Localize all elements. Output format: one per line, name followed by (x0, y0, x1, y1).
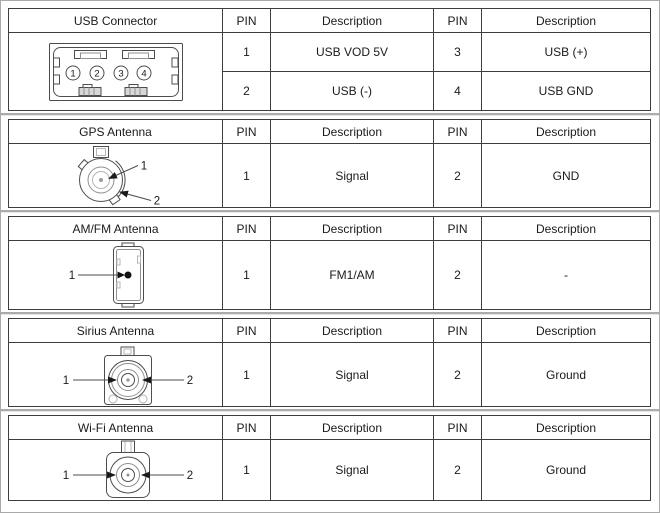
description-cell: USB (-) (271, 72, 434, 111)
section-separator (1, 210, 659, 213)
description-cell: USB VOD 5V (271, 33, 434, 72)
table-header-row (9, 217, 651, 241)
pin-cell: 1 (223, 241, 271, 310)
description-header: Description (271, 217, 434, 241)
table-row (9, 33, 651, 72)
connector-title: Sirius Antenna (9, 319, 223, 343)
callout-label-1: 1 (62, 470, 69, 482)
connector-title: USB Connector (9, 9, 223, 33)
pin-header: PIN (223, 416, 271, 440)
callout-label-2: 2 (186, 374, 193, 387)
callout-label-2: 2 (186, 470, 193, 482)
description-cell: USB GND (482, 72, 651, 111)
sirius-antenna-table (8, 318, 651, 407)
pin-header: PIN (434, 217, 482, 241)
description-cell: Ground (482, 440, 651, 501)
gps-antenna-diagram (41, 145, 191, 206)
pin-header: PIN (223, 9, 271, 33)
wifi-antenna-diagram (36, 440, 196, 500)
pin-cell: 2 (434, 144, 482, 208)
pin-cell: 1 (223, 144, 271, 208)
sirius-antenna-diagram-cell (9, 343, 223, 407)
gps-antenna-diagram-cell (9, 144, 223, 208)
amfm-antenna-diagram (41, 242, 191, 308)
description-header: Description (271, 9, 434, 33)
callout-label-2: 2 (153, 195, 160, 206)
pin-cell: 4 (434, 72, 482, 111)
pin-header: PIN (223, 120, 271, 144)
description-cell: Ground (482, 343, 651, 407)
usb-pin-4-label: 4 (140, 67, 147, 79)
callout-label-1: 1 (62, 374, 69, 387)
section-separator (1, 113, 659, 116)
usb-connector-diagram (49, 43, 183, 101)
description-header: Description (482, 217, 651, 241)
description-cell: Signal (271, 144, 434, 208)
connector-title: GPS Antenna (9, 120, 223, 144)
pin-header: PIN (223, 319, 271, 343)
description-header: Description (482, 9, 651, 33)
pin-cell: 2 (434, 343, 482, 407)
pin-header: PIN (434, 416, 482, 440)
pin-header: PIN (434, 319, 482, 343)
description-header: Description (482, 319, 651, 343)
pin-cell: 1 (223, 343, 271, 407)
usb-connector-diagram-cell (9, 33, 223, 111)
amfm-antenna-table (8, 216, 651, 310)
description-header: Description (482, 416, 651, 440)
pin-cell: 3 (434, 33, 482, 72)
pin-header: PIN (223, 217, 271, 241)
pin-cell: 1 (223, 33, 271, 72)
section-separator (1, 409, 659, 412)
pin-header: PIN (434, 120, 482, 144)
description-cell: Signal (271, 343, 434, 407)
description-header: Description (271, 319, 434, 343)
description-cell: GND (482, 144, 651, 208)
table-header-row (9, 319, 651, 343)
table-row (9, 343, 651, 407)
table-header-row (9, 9, 651, 33)
pin-cell: 1 (223, 440, 271, 501)
wifi-antenna-diagram-cell (9, 440, 223, 501)
description-cell: USB (+) (482, 33, 651, 72)
description-cell: - (482, 241, 651, 310)
table-row (9, 144, 651, 208)
description-header: Description (271, 120, 434, 144)
callout-label-1: 1 (68, 270, 75, 282)
gps-antenna-table (8, 119, 651, 208)
description-cell: Signal (271, 440, 434, 501)
pin-cell: 2 (434, 440, 482, 501)
table-header-row (9, 120, 651, 144)
usb-pin-1-label: 1 (69, 67, 76, 79)
table-header-row (9, 416, 651, 440)
usb-pin-2-label: 2 (93, 67, 100, 79)
connector-title: Wi-Fi Antenna (9, 416, 223, 440)
wifi-antenna-table (8, 415, 651, 501)
pin-cell: 2 (434, 241, 482, 310)
table-row (9, 241, 651, 310)
amfm-antenna-diagram-cell (9, 241, 223, 310)
usb-connector-table (8, 8, 651, 111)
description-header: Description (482, 120, 651, 144)
description-header: Description (271, 416, 434, 440)
section-separator (1, 312, 659, 315)
callout-label-1: 1 (140, 160, 147, 173)
connector-tables (1, 1, 659, 501)
description-cell: FM1/AM (271, 241, 434, 310)
pin-header: PIN (434, 9, 482, 33)
usb-pin-3-label: 3 (117, 67, 124, 79)
connector-title: AM/FM Antenna (9, 217, 223, 241)
pin-cell: 2 (223, 72, 271, 111)
table-row (9, 440, 651, 501)
sirius-antenna-diagram (36, 344, 196, 406)
